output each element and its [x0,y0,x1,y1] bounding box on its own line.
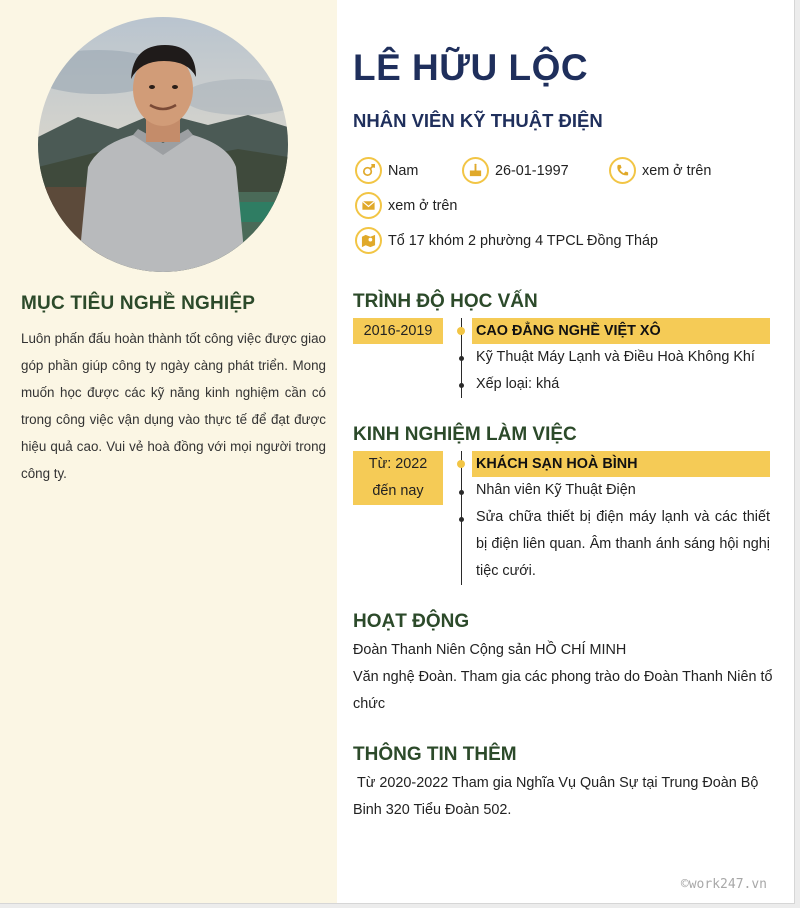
education-dot [457,327,465,335]
cake-icon [462,157,489,184]
extra-title: THÔNG TIN THÊM [353,744,517,765]
avatar [38,17,288,272]
gender-icon [355,157,382,184]
education-major: Kỹ Thuật Máy Lạnh và Điều Hoà Không Khí [476,349,755,365]
experience-position: Nhân viên Kỹ Thuật Điện [476,482,636,498]
email-info [355,192,457,219]
experience-period: Từ: 2022 đến nay [353,451,443,505]
bullet [459,490,464,495]
experience-company: KHÁCH SẠN HOÀ BÌNH [472,451,770,477]
bullet [459,356,464,361]
mail-icon [355,192,382,219]
activities-line1: Đoàn Thanh Niên Cộng sản HỒ CHÍ MINH [353,642,627,658]
bullet [459,517,464,522]
activities-line2: Văn nghệ Đoàn. Tham gia các phong trào do Đoàn Thanh Niên tổ chức [353,669,773,712]
extra-text: Từ 2020-2022 Tham gia Nghĩa Vụ Quân Sự tại Trung Đoàn Bộ Binh 320 Tiểu Đoàn 502. [353,775,763,818]
education-period: 2016-2019 [353,318,443,344]
gender-info [355,157,418,184]
objective-title: MỤC TIÊU NGHỀ NGHIỆP [21,293,256,314]
phone-info [609,157,711,184]
phone-value: xem ở trên [642,162,712,179]
candidate-name: LÊ HỮU LỘC [353,47,589,88]
gender-value: Nam [388,162,419,179]
portrait-photo [38,17,288,272]
job-title: NHÂN VIÊN KỸ THUẬT ĐIỆN [353,110,603,131]
experience-dot [457,460,465,468]
bullet [459,383,464,388]
watermark: ©work247.vn [680,877,767,892]
phone-icon [609,157,636,184]
birthday-value: 26-01-1997 [495,162,569,179]
address-value: Tổ 17 khóm 2 phường 4 TPCL Đồng Tháp [388,232,658,249]
education-grade: Xếp loại: khá [476,376,560,392]
map-icon [355,227,382,254]
experience-title: KINH NGHIỆM LÀM VIỆC [353,424,577,445]
email-value: xem ở trên [388,197,458,214]
education-school: CAO ĐẲNG NGHỀ VIỆT XÔ [472,318,770,344]
experience-description: Sửa chữa thiết bị điện máy lạnh và các thiết bị điện liên quan. Âm thanh ánh sáng hội nghị tiệc cưới. [476,509,770,579]
address-info [355,227,658,254]
objective-text: Luôn phấn đấu hoàn thành tốt công việc được giao góp phần giúp công ty ngày càng phát triển. Mong muốn học được các kỹ năng kinh nghiệm cần có trong công việc vận dụng vào thực tế để đạt được hiệu quả cao. Vui vẻ hoà đồng với mọi người trong công ty. [21,331,326,481]
education-title: TRÌNH ĐỘ HỌC VẤN [353,291,538,312]
birthday-info [462,157,569,184]
activities-title: HOẠT ĐỘNG [353,611,470,632]
